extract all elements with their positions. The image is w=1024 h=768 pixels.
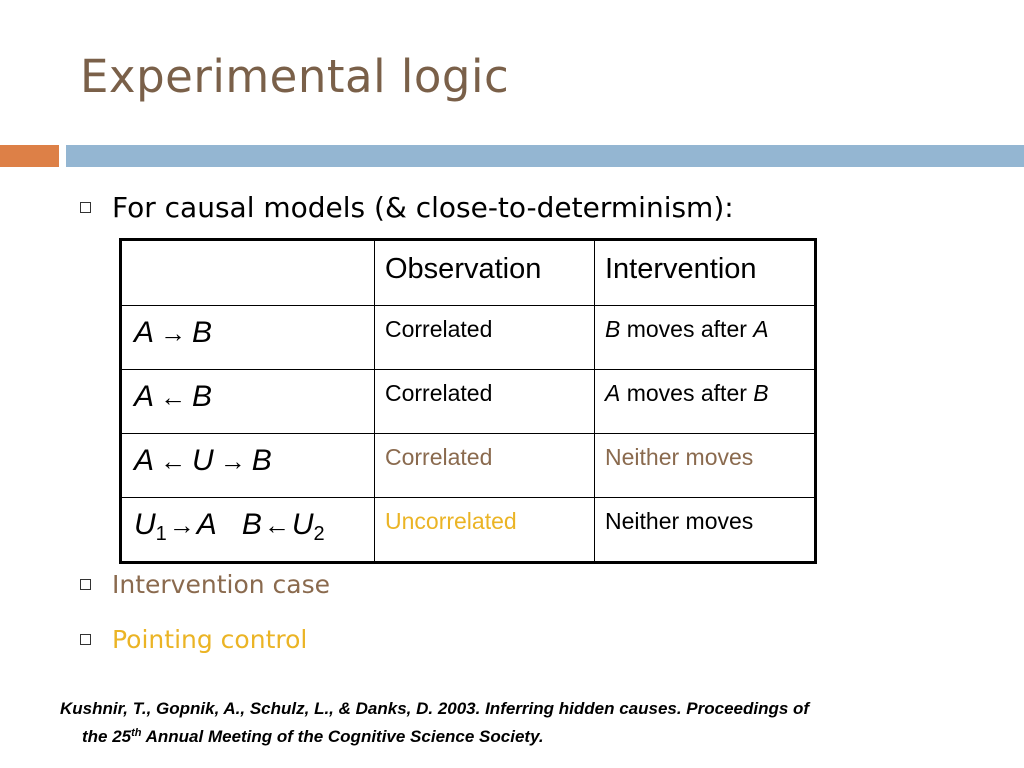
header-cell-intervention: Intervention xyxy=(595,240,816,306)
table-row xyxy=(121,434,816,498)
square-bullet-icon xyxy=(80,202,91,213)
arrow-right-icon: → xyxy=(168,510,195,540)
intervention-cell: B moves after A xyxy=(595,306,816,370)
table-row xyxy=(121,306,816,370)
bullet-text: Intervention case xyxy=(112,570,331,599)
bullet-causal-models xyxy=(80,191,734,224)
model-cell: $U_1\to A$ $B\leftarrow U_2$ xyxy=(121,498,375,563)
model-cell: A ← U → B xyxy=(121,434,375,498)
bullet-pointing-control xyxy=(80,625,307,654)
bullet-text: For causal models (& close-to-determinism): xyxy=(112,191,734,224)
intervention-cell: A moves after B xyxy=(595,370,816,434)
intervention-cell: Neither moves xyxy=(595,498,816,563)
citation-line-2: the 25th Annual Meeting of the Cognitive Science Society. xyxy=(82,727,544,746)
intervention-cell: Neither moves xyxy=(595,434,816,498)
model-cell: A ← B xyxy=(121,370,375,434)
citation-line-1: Kushnir, T., Gopnik, A., Schulz, L., & Danks, D. 2003. Inferring hidden causes. Proceedings of xyxy=(60,699,810,718)
table-row xyxy=(121,370,816,434)
title-rule-blue-segment xyxy=(66,145,1024,167)
observation-cell: Correlated xyxy=(375,306,595,370)
header-cell-empty xyxy=(121,240,375,306)
bullet-intervention-case xyxy=(80,570,330,599)
experimental-logic-table xyxy=(119,238,817,564)
table-header-row xyxy=(121,240,816,306)
arrow-left-icon: ← xyxy=(160,382,187,412)
square-bullet-icon xyxy=(80,579,91,590)
square-bullet-icon xyxy=(80,634,91,645)
title-rule-orange-segment xyxy=(0,145,59,167)
observation-cell: Correlated xyxy=(375,370,595,434)
arrow-left-icon: ← xyxy=(263,510,290,540)
observation-cell: Correlated xyxy=(375,434,595,498)
arrow-left-icon: ← xyxy=(160,446,187,476)
model-cell: A → B xyxy=(121,306,375,370)
arrow-right-icon: → xyxy=(160,318,187,348)
observation-cell: Uncorrelated xyxy=(375,498,595,563)
citation xyxy=(60,697,960,749)
arrow-right-icon: → xyxy=(219,446,246,476)
table-row xyxy=(121,498,816,563)
header-cell-observation: Observation xyxy=(375,240,595,306)
slide-title: Experimental logic xyxy=(80,50,510,103)
bullet-text: Pointing control xyxy=(112,625,308,654)
